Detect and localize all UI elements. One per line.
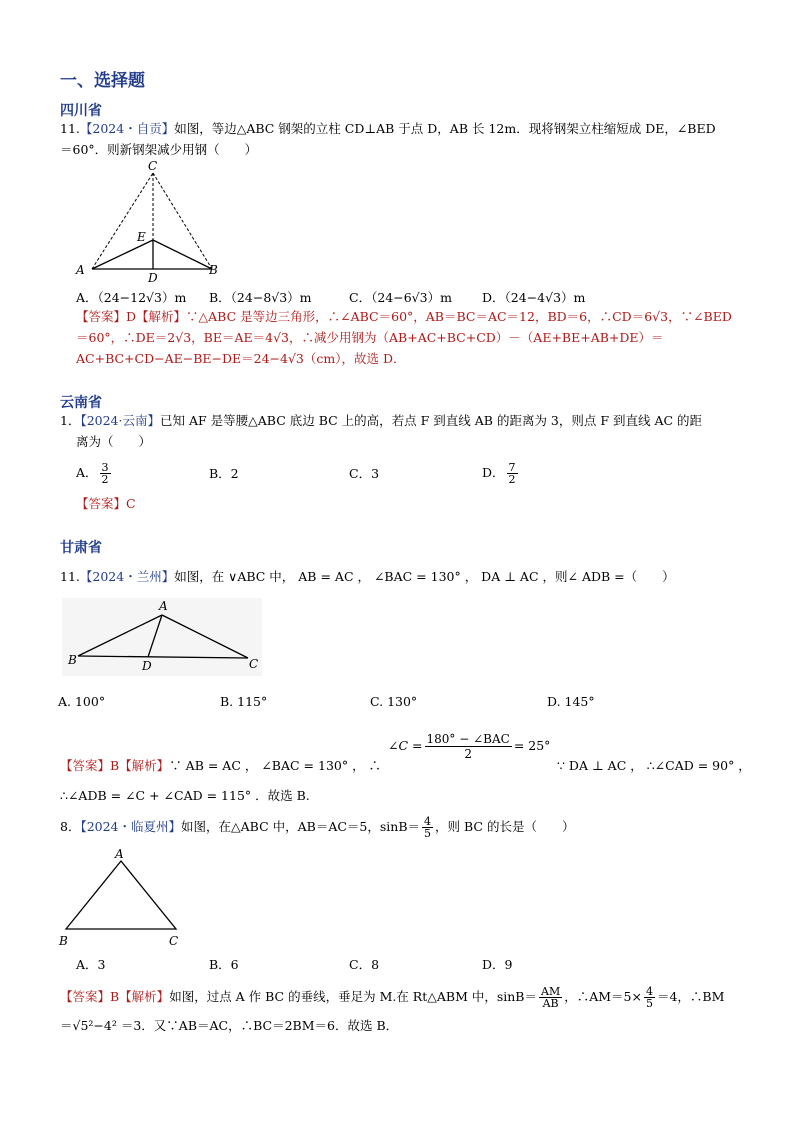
q1-num: 11. bbox=[60, 121, 80, 136]
q4-option-c[interactable]: C．8 bbox=[349, 957, 380, 972]
province-yunnan: 云南省 bbox=[60, 395, 102, 411]
q1-text1: 如图，等边△ABC 钢架的立柱 CD⊥AB 于点 D，AB 长 12m．现将钢架立柱缩短成 DE，∠BED bbox=[174, 121, 716, 136]
q4-triangle bbox=[66, 861, 176, 929]
q3-option-d[interactable]: D. 145° bbox=[547, 694, 595, 709]
q3-answer-label: 【答案】B【解析】 bbox=[60, 758, 170, 773]
q2-option-c[interactable]: C．3 bbox=[349, 466, 380, 481]
q1-figure bbox=[70, 158, 240, 288]
q1-option-b[interactable]: B．（24−8√3）m bbox=[209, 290, 312, 305]
q1-answer-label: 【答案】D【解析】 bbox=[76, 309, 187, 324]
q1-label-d: D bbox=[148, 271, 158, 285]
q3-figure bbox=[62, 598, 272, 678]
q4-explain-line2: ＝√5²−4² ＝3．又∵AB＝AC，∴BC＝2BM＝6．故选 B． bbox=[60, 1018, 399, 1033]
q2-stem-line1 bbox=[60, 411, 702, 431]
q1-explain-line2: ＝60°，∴DE＝2√3，BE＝AE＝4√3，∴减少用钢为（AB+AC+BC+CD）－（AE+BE+AB+DE）＝ bbox=[76, 330, 664, 345]
q3-option-b[interactable]: B. 115° bbox=[220, 694, 268, 709]
q4-option-d[interactable]: D．9 bbox=[482, 957, 513, 972]
q3-label-b: B bbox=[68, 653, 77, 667]
q1-tag: 【2024・自贡】 bbox=[79, 121, 175, 136]
q3-tag: 【2024・兰州】 bbox=[79, 569, 175, 584]
q1-label-a: A bbox=[76, 263, 85, 277]
section-title: 一、选择题 bbox=[60, 71, 145, 91]
q3-option-c[interactable]: C. 130° bbox=[370, 694, 418, 709]
q1-label-e: E bbox=[137, 230, 146, 244]
q4-label-b: B bbox=[59, 934, 68, 948]
q2-num: 1． bbox=[60, 413, 81, 428]
q3-explain-line2: ∴∠ADB = ∠C + ∠CAD = 115° ．故选 B. bbox=[60, 788, 310, 803]
q2-option-b[interactable]: B．2 bbox=[209, 466, 239, 481]
q4-option-b[interactable]: B．6 bbox=[209, 957, 239, 972]
q3-label-d: D bbox=[142, 659, 152, 673]
q4-stem-line1: 8．【2024・临夏州】如图，在△ABC 中，AB＝AC＝5，sinB＝ $\frac{4}{5}$ ，则 BC 的长是（ ） bbox=[60, 815, 575, 840]
q3-explain-line1b: ∵ DA ⊥ AC ， ∴∠CAD = 90° ， bbox=[557, 758, 751, 773]
q3-num: 11. bbox=[60, 569, 80, 584]
q2-text1: 已知 AF 是等腰△ABC 底边 BC 上的高，若点 F 到直线 AB 的距离为 3，则点 F 到直线 AC 的距 bbox=[160, 413, 703, 428]
q2-stem-line2: 离为（ ） bbox=[76, 434, 152, 449]
q2-option-d[interactable]: D． $\frac{7}{2}$ bbox=[482, 461, 516, 486]
province-sichuan: 四川省 bbox=[60, 103, 102, 119]
q3-text1: 如图，在 ∨ABC 中， AB = AC ， ∠BAC = 130° ， DA ⊥ AC ，则∠ ADB =（ ） bbox=[174, 569, 675, 584]
q2-answer: 【答案】C bbox=[76, 496, 136, 511]
q1-label-b: B bbox=[209, 263, 218, 277]
q4-num: 8． bbox=[60, 819, 81, 834]
q3-fraction-formula: ∠C = $\frac{\text{180° − ∠BAC}}{2}$ = 25° bbox=[388, 732, 551, 761]
q3-label-c: C bbox=[249, 657, 259, 671]
q1-option-a[interactable]: A．（24−12√3）m bbox=[76, 290, 187, 305]
q4-answer-label: 【答案】B【解析】 bbox=[60, 989, 170, 1004]
q1-option-c[interactable]: C．（24−6√3）m bbox=[349, 290, 452, 305]
q1-label-c: C bbox=[148, 159, 158, 173]
q1-explain-text1: ∵△ABC 是等边三角形，∴∠ABC＝60°，AB＝BC＝AC＝12，BD＝6，∴CD＝6√3，∵∠BED bbox=[186, 309, 732, 324]
q1-explain-line3: AC+BC+CD−AE−BE−DE＝24−4√3（cm），故选 D． bbox=[76, 351, 406, 366]
q4-label-a: A bbox=[115, 847, 124, 861]
q3-explain-line1 bbox=[60, 756, 381, 776]
q3-explain-text1: ∵ AB = AC ， ∠BAC = 130° ， ∴ bbox=[169, 758, 382, 773]
q4-option-a[interactable]: A．3 bbox=[76, 957, 106, 972]
province-gansu: 甘肃省 bbox=[60, 540, 102, 556]
q1-explain-line1 bbox=[76, 307, 732, 327]
q4-explain-line1: 【答案】B【解析】如图，过点 A 作 BC 的垂线，垂足为 M.在 Rt△ABM 中，sinB＝ $\frac{AM}{AB}$ ，∴AM＝5× $\frac{4}{5}$ ＝4，∴BM bbox=[60, 985, 725, 1010]
q3-label-a: A bbox=[159, 599, 168, 613]
q3-option-a[interactable]: A. 100° bbox=[58, 694, 106, 709]
q2-tag: 【2024·云南】 bbox=[80, 413, 160, 428]
q1-stem-line2: ＝60°．则新钢架减少用钢（ ） bbox=[60, 142, 258, 157]
q4-tag: 【2024・临夏州】 bbox=[80, 819, 182, 834]
q4-label-c: C bbox=[169, 934, 179, 948]
q1-stem-line1 bbox=[60, 119, 716, 139]
q3-stem-line1 bbox=[60, 567, 675, 587]
q4-figure bbox=[56, 845, 196, 951]
q2-option-a[interactable]: A． $\frac{3}{2}$ bbox=[76, 461, 109, 486]
q1-option-d[interactable]: D．（24−4√3）m bbox=[482, 290, 586, 305]
